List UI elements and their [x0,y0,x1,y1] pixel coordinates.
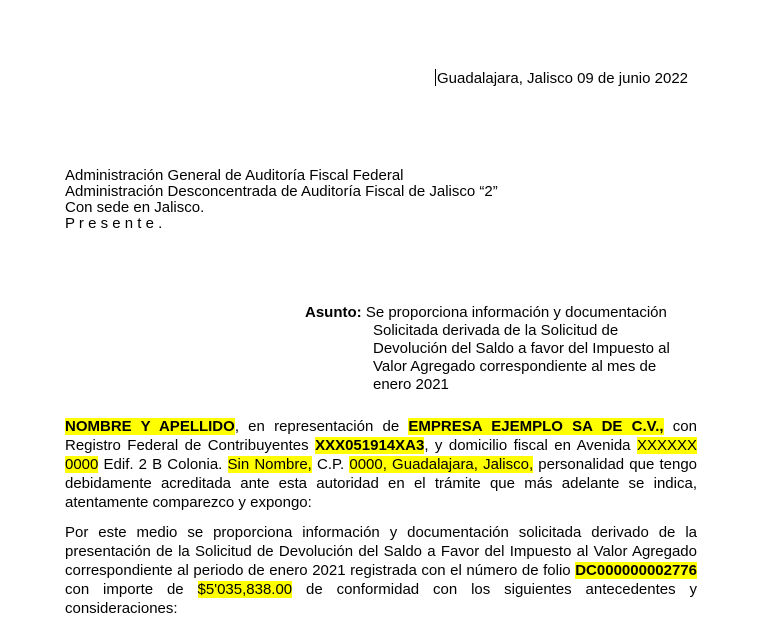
recipient-line: Con sede en Jalisco. [65,199,205,216]
highlighted-text-run: XXX051914XA3 [315,437,425,454]
recipient-line: P r e s e n t e . [65,215,163,232]
text-run: de conformidad con los siguientes antecedentes y [292,581,697,598]
highlighted-text-run: DC000000002776 [575,562,697,579]
paragraph-line [65,561,697,580]
highlighted-text-run: $5'035,838.00 [197,581,293,598]
text-run: Edif. 2 B Colonia. [98,456,228,473]
paragraph-line [65,580,697,599]
recipient-address-block [65,168,498,232]
subject-label: Asunto: [305,304,362,321]
text-run: , en representación de [234,418,409,435]
paragraph-line [65,417,697,436]
subject-first-line [305,304,690,322]
highlighted-text-run: Sin Nombre, [227,456,312,473]
text-run: con importe de [65,581,198,598]
highlighted-text-run: 0000 [65,456,99,473]
paragraph-line [65,599,697,618]
highlighted-text-run: 0000, Guadalajara, Jalisco, [349,456,534,473]
subject-line: Valor Agregado correspondiente al mes de [373,358,657,375]
text-run: atentamente comparezco y expongo: [65,494,312,511]
text-run: personalidad que tengo [533,456,698,473]
recipient-line: Administración General de Auditoría Fiscal Federal [65,167,404,184]
paragraph-line [65,455,697,474]
text-run: presentación de la Solicitud de Devolución del Saldo a Favor del Impuesto al Valor Agregado [65,543,697,560]
date-line: Guadalajara, Jalisco 09 de junio 2022 [437,70,689,87]
recipient-line: Administración Desconcentrada de Auditoría Fiscal de Jalisco “2” [65,183,498,200]
text-run: , y domicilio fiscal en Avenida [424,437,637,454]
subject-line: Devolución del Saldo a favor del Impuesto al [373,340,670,357]
text-run: con [663,418,697,435]
text-cursor-caret [435,69,436,86]
paragraph-line [65,474,697,493]
paragraph-line [65,542,697,561]
subject-text: Se proporciona información y documentación [365,304,667,321]
text-run: correspondiente al periodo de enero 2021 registrada con el número de folio [65,562,576,579]
highlighted-text-run: NOMBRE Y APELLIDO [65,418,235,435]
subject-line: Solicitada derivada de la Solicitud de [373,322,619,339]
text-run: Por este medio se proporciona información y documentación solicitada derivado de la [65,524,697,541]
highlighted-text-run: EMPRESA EJEMPLO SA DE C.V., [408,418,664,435]
date-line-wrap [435,69,688,87]
text-run: debidamente acreditada ante esta autoridad en el trámite que más adelante se indica, [65,475,697,492]
subject-block [305,304,690,394]
paragraph-line [65,523,697,542]
body-paragraph-1 [65,417,697,512]
paragraph-line [65,436,697,455]
highlighted-text-run: XXXXXX [636,437,697,454]
text-run: Registro Federal de Contribuyentes [65,437,316,454]
subject-line: enero 2021 [373,376,449,393]
paragraph-line [65,493,697,512]
text-run: C.P. [311,456,350,473]
body-paragraph-2 [65,523,697,618]
text-run: consideraciones: [65,600,178,617]
